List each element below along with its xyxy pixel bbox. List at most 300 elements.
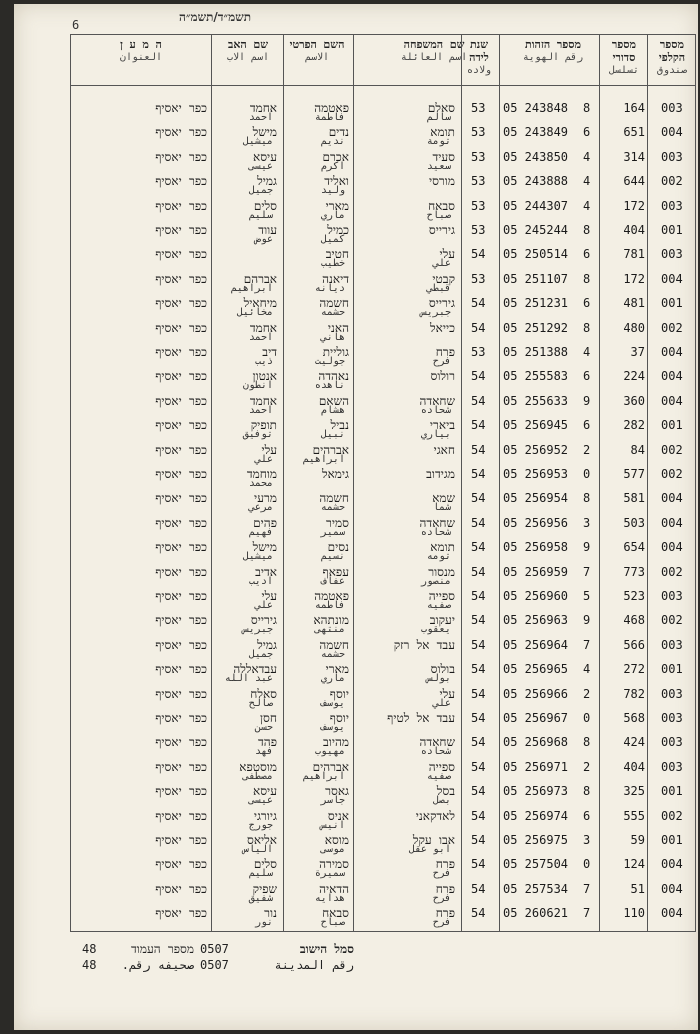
cell-check: 9	[583, 613, 591, 628]
cell-surname: שחאדה	[419, 393, 455, 408]
cell-id: 05 260621	[503, 906, 569, 921]
cell-first-ar: هشام	[320, 404, 345, 416]
cell-id: 05 256959	[503, 564, 569, 579]
cell-check: 5	[583, 589, 591, 603]
cell-address: כפר יאסיף	[155, 418, 207, 433]
table-row	[71, 756, 695, 780]
cell-box: 001	[661, 662, 683, 677]
cell-surname: סעיד	[432, 149, 455, 164]
cell-father-ar: صالح	[248, 697, 273, 709]
cell-father-ar: ابراهيم	[230, 282, 273, 294]
cell-address: כפר יאסיף	[155, 393, 207, 408]
cell-first: אניס	[327, 808, 349, 823]
cell-first-ar: فاطمة	[314, 112, 345, 123]
cell-surname-ar: علي	[432, 258, 451, 270]
cell-father: אנטון	[252, 369, 277, 384]
cell-address: כפר יאסיף	[155, 589, 207, 603]
cell-id: 05 244307	[503, 198, 569, 213]
cell-id: 05 251292	[503, 320, 569, 335]
cell-first-ar: ابراهيم	[302, 770, 345, 782]
cell-first: נדים	[328, 125, 349, 140]
cell-surname-ar: فرح	[432, 868, 451, 880]
footer-settlement-code-ar: 0507	[200, 958, 229, 972]
cell-surname-ar: صفيه	[426, 770, 451, 782]
cell-check: 0	[583, 467, 591, 481]
table-row	[71, 146, 695, 170]
table-row	[71, 829, 695, 853]
cell-address: כפר יאסיף	[155, 125, 207, 140]
cell-father: אדיב	[255, 564, 277, 579]
cell-first: סבאח	[322, 906, 349, 921]
cell-surname-ar: بولس	[426, 673, 451, 685]
voter-table	[70, 34, 696, 932]
cell-first: נביל	[330, 418, 349, 433]
cell-year: 54	[471, 881, 486, 896]
cell-surname-ar: تومه	[426, 551, 451, 563]
cell-first: סמירה	[319, 857, 349, 872]
cell-box: 003	[661, 149, 683, 164]
cell-address: כפר יאסיף	[155, 662, 207, 677]
cell-serial: 468	[623, 613, 645, 628]
cell-address: כפר יאסיף	[155, 711, 207, 725]
cell-first: דיאנה	[322, 271, 349, 286]
cell-box: 004	[661, 393, 683, 408]
cell-surname-ar: بصل	[432, 795, 451, 807]
cell-surname-ar: سعيد	[426, 160, 451, 172]
cell-year: 54	[471, 247, 486, 262]
cell-box: 004	[661, 515, 683, 530]
header-surname: שם המשפחה اسم العائلة	[400, 38, 468, 63]
cell-box: 004	[661, 125, 683, 140]
table-row	[71, 853, 695, 880]
cell-year: 54	[471, 906, 486, 921]
cell-box: 004	[661, 540, 683, 555]
cell-year: 54	[471, 686, 486, 701]
table-row	[71, 170, 695, 197]
cell-father-ar: فهيم	[248, 526, 273, 538]
cell-box: 001	[661, 418, 683, 433]
cell-surname: ביארי	[429, 418, 455, 433]
cell-first: מהיוב	[322, 735, 349, 750]
cell-address: כפר יאסיף	[155, 345, 207, 359]
cell-id: 05 256958	[503, 540, 569, 555]
cell-surname: מנסור	[428, 564, 455, 579]
cell-first: אברהים	[312, 442, 349, 457]
cell-father: עבדאללה	[233, 662, 277, 677]
cell-id: 05 256953	[503, 467, 569, 481]
cell-address: כפר יאסיף	[155, 247, 207, 262]
footer-page-total-ar-value: 48	[82, 958, 97, 972]
cell-serial: 577	[623, 467, 645, 481]
cell-check: 4	[583, 149, 591, 164]
table-row	[71, 268, 695, 292]
cell-father-ar: محمد	[248, 478, 273, 489]
cell-first-ar: ديانه	[314, 282, 345, 294]
cell-surname-ar: شحاده	[420, 526, 451, 538]
cell-id: 05 255633	[503, 393, 569, 408]
table-row	[71, 341, 695, 365]
cell-first: כמיל	[327, 223, 349, 237]
cell-box: 001	[661, 784, 683, 799]
cell-year: 54	[471, 540, 486, 555]
cell-serial: 172	[623, 271, 645, 286]
cell-address: כפר יאסיף	[155, 149, 207, 164]
cell-father: סלים	[253, 198, 277, 213]
cell-box: 003	[661, 101, 683, 115]
cell-box: 001	[661, 296, 683, 311]
cell-father-ar: احمد	[248, 112, 273, 123]
cell-father: גיורגי	[253, 808, 277, 823]
cell-check: 8	[583, 320, 591, 335]
cell-first: אכרם	[322, 149, 349, 164]
cell-check: 7	[583, 906, 591, 921]
cell-first: גוליית	[322, 345, 349, 359]
cell-id: 05 245244	[503, 223, 569, 237]
cell-father: גירייס	[250, 613, 277, 628]
cell-surname-ar: منصور	[420, 575, 451, 587]
cell-surname: מורסי	[428, 174, 455, 189]
header-father: שם האב اسم الاب	[226, 38, 270, 63]
page-number: 6	[72, 18, 80, 32]
cell-surname-ar: شحاده	[420, 404, 451, 416]
cell-box: 001	[661, 223, 683, 237]
cell-check: 9	[583, 540, 591, 555]
cell-box: 003	[661, 637, 683, 652]
cell-first-ar: هاني	[320, 331, 345, 343]
cell-year: 54	[471, 784, 486, 799]
cell-first-ar: اكرم	[320, 160, 345, 172]
cell-year: 54	[471, 418, 486, 433]
cell-surname: כייאל	[430, 320, 455, 335]
cell-first-ar: حشمه	[320, 502, 345, 514]
cell-id: 05 256964	[503, 637, 569, 652]
cell-box: 003	[661, 247, 683, 262]
cell-year: 54	[471, 491, 486, 506]
cell-serial: 124	[623, 857, 645, 872]
cell-year: 54	[471, 711, 486, 725]
cell-id: 05 256966	[503, 686, 569, 701]
cell-address: כפר יאסיף	[155, 637, 207, 652]
cell-first-ar: ماري	[320, 673, 345, 685]
cell-serial: 566	[623, 637, 645, 652]
cell-check: 6	[583, 369, 591, 384]
cell-first-ar: ماري	[320, 209, 345, 221]
cell-serial: 503	[623, 515, 645, 530]
cell-father-ar: احمد	[248, 331, 273, 343]
cell-first: יוסף	[329, 711, 349, 725]
cell-box: 004	[661, 491, 683, 506]
cell-address: כפר יאסיף	[155, 784, 207, 799]
cell-first-ar: يوسف	[320, 722, 345, 733]
cell-year: 54	[471, 320, 486, 335]
cell-serial: 568	[623, 711, 645, 725]
cell-address: כפר יאסיף	[155, 759, 207, 774]
cell-surname: חאגי	[433, 442, 455, 457]
cell-box: 004	[661, 345, 683, 359]
cell-check: 8	[583, 784, 591, 799]
cell-box: 004	[661, 271, 683, 286]
cell-father: אברהם	[243, 271, 277, 286]
cell-first: יוסף	[329, 686, 349, 701]
cell-check: 6	[583, 418, 591, 433]
cell-id: 05 257534	[503, 881, 569, 896]
cell-box: 002	[661, 174, 683, 189]
cell-surname: סבאח	[428, 198, 455, 213]
cell-first: פאטמה	[314, 589, 349, 603]
table-row	[71, 536, 695, 563]
cell-year: 54	[471, 662, 486, 677]
cell-serial: 644	[623, 174, 645, 189]
cell-surname: פרח	[435, 345, 455, 359]
cell-serial: 282	[623, 418, 645, 433]
cell-id: 05 256973	[503, 784, 569, 799]
cell-father-ar: جبريس	[242, 624, 273, 636]
cell-serial: 523	[623, 589, 645, 603]
table-row	[71, 902, 695, 929]
cell-check: 3	[583, 833, 591, 847]
cell-serial: 360	[623, 393, 645, 408]
cell-year: 53	[471, 174, 486, 189]
cell-father: גמיל	[257, 637, 277, 652]
cell-surname-ar: شحاده	[420, 746, 451, 758]
cell-surname-ar: قبطي	[426, 282, 451, 294]
cell-first-ar: نديم	[320, 136, 345, 148]
cell-surname: סאלם	[427, 101, 455, 115]
cell-father-ar: ميشيل	[242, 136, 273, 148]
cell-surname-ar: فرح	[432, 917, 451, 929]
cell-check: 7	[583, 564, 591, 579]
cell-father-ar: علي	[254, 453, 273, 465]
cell-first: אברהים	[312, 759, 349, 774]
cell-id: 05 251107	[503, 271, 569, 286]
cell-serial: 555	[623, 808, 645, 823]
cell-serial: 164	[623, 101, 645, 115]
cell-year: 54	[471, 393, 486, 408]
cell-check: 8	[583, 271, 591, 286]
cell-address: כפר יאסיף	[155, 808, 207, 823]
cell-surname: פרח	[435, 857, 455, 872]
cell-address: כפר יאסיף	[155, 296, 207, 311]
cell-year: 53	[471, 125, 486, 140]
cell-year: 54	[471, 515, 486, 530]
cell-father: חסן	[260, 711, 277, 725]
cell-address: כפר יאסיף	[155, 491, 207, 506]
table-row	[71, 219, 695, 243]
table-row	[71, 463, 695, 487]
cell-first-ar: وليد	[320, 185, 345, 197]
table-row	[71, 561, 695, 585]
header-id-number: מספר הזהות رقم الهوية	[522, 38, 584, 63]
cell-box: 002	[661, 442, 683, 457]
cell-id: 05 257504	[503, 857, 569, 872]
table-row	[71, 634, 695, 658]
header-address: ה מ ע ן العنوان	[119, 38, 163, 63]
cell-year: 54	[471, 637, 486, 652]
cell-serial: 424	[623, 735, 645, 750]
cell-id: 05 255583	[503, 369, 569, 384]
cell-check: 0	[583, 711, 591, 725]
cell-father: פהים	[253, 515, 277, 530]
table-row	[71, 439, 695, 463]
cell-serial: 773	[623, 564, 645, 579]
cell-surname: אבו עקל	[412, 833, 455, 847]
cell-id: 05 256965	[503, 662, 569, 677]
footer-settlement-code: 0507	[200, 942, 229, 956]
cell-box: 001	[661, 833, 683, 847]
cell-id: 05 256945	[503, 418, 569, 433]
cell-father-ar: مخائيل	[236, 307, 273, 319]
cell-father-ar: علي	[254, 600, 273, 611]
cell-year: 54	[471, 833, 486, 847]
table-row	[71, 414, 695, 441]
cell-surname-ar: صفيه	[426, 600, 451, 611]
cell-address: כפר יאסיף	[155, 686, 207, 701]
cell-box: 002	[661, 320, 683, 335]
cell-surname-ar: يعقوب	[420, 624, 451, 636]
cell-first: השאם	[318, 393, 349, 408]
cell-address: כפר יאסיף	[155, 564, 207, 579]
cell-father-ar: عبد الله	[224, 673, 273, 685]
cell-id: 05 243849	[503, 125, 569, 140]
cell-first-ar: سمير	[320, 526, 345, 538]
footer-page-total: 48	[82, 942, 97, 956]
table-row	[71, 243, 695, 270]
cell-check: 4	[583, 174, 591, 189]
cell-surname: גירייס	[428, 223, 455, 237]
table-row	[71, 317, 695, 341]
cell-first-ar: جاسر	[320, 795, 345, 807]
cell-father: עיסא	[253, 149, 277, 164]
header-first-name: השם הפרטי الاسم	[289, 38, 345, 63]
cell-surname-ar: فرح	[432, 892, 451, 904]
cell-check: 6	[583, 808, 591, 823]
cell-address: כפר יאסיף	[155, 369, 207, 384]
table-row	[71, 805, 695, 829]
cell-box: 003	[661, 735, 683, 750]
document-page	[14, 4, 698, 1030]
cell-surname-ar: تومة	[426, 136, 451, 148]
cell-serial: 404	[623, 759, 645, 774]
cell-surname-ar: بياري	[420, 429, 451, 441]
cell-father: מוחמד	[246, 467, 277, 481]
cell-surname: מגידוב	[426, 467, 455, 481]
table-row	[71, 121, 695, 148]
cell-check: 2	[583, 759, 591, 774]
cell-first-ar: ابراهيم	[302, 453, 345, 465]
cell-first: מארי	[325, 662, 349, 677]
cell-id: 05 243888	[503, 174, 569, 189]
cell-father: גמיל	[257, 174, 277, 189]
footer-settlement-ar: رقم المدينة	[274, 958, 354, 972]
cell-check: 4	[583, 662, 591, 677]
cell-year: 54	[471, 613, 486, 628]
cell-box: 004	[661, 881, 683, 896]
cell-father: שפיק	[252, 881, 277, 896]
cell-surname-ar: ابو عقل	[408, 844, 451, 855]
cell-father-ar: سليم	[248, 209, 273, 221]
cell-surname: רולוס	[430, 369, 455, 384]
cell-id: 05 243848	[503, 101, 569, 115]
cell-surname: שחאדה	[419, 515, 455, 530]
cell-first-ar: يوسف	[320, 697, 345, 709]
cell-year: 53	[471, 271, 486, 286]
cell-id: 05 243850	[503, 149, 569, 164]
cell-father-ar: جميل	[248, 185, 273, 197]
cell-box: 003	[661, 198, 683, 213]
cell-check: 8	[583, 223, 591, 237]
cell-father-ar: عيسى	[248, 160, 273, 172]
cell-year: 54	[471, 564, 486, 579]
cell-father-ar: توفيق	[242, 429, 273, 441]
cell-serial: 781	[623, 247, 645, 262]
table-row	[71, 512, 695, 536]
cell-box: 002	[661, 808, 683, 823]
cell-father: מישל	[252, 540, 277, 555]
cell-address: כפר יאסיף	[155, 174, 207, 189]
cell-first-ar: فاطمه	[314, 600, 345, 611]
footer-page-total-he: מספר העמוד	[131, 942, 194, 956]
cell-address: כפר יאסיף	[155, 271, 207, 286]
cell-surname: ספייה	[428, 589, 455, 603]
table-row	[71, 683, 695, 707]
cell-father: סלים	[253, 857, 277, 872]
cell-surname-ar: جبريس	[420, 307, 451, 319]
cell-father-ar: شفيق	[248, 892, 273, 904]
table-row	[71, 658, 695, 685]
cell-first-ar: نبيل	[320, 429, 345, 441]
cell-box: 002	[661, 564, 683, 579]
cell-address: כפר יאסיף	[155, 515, 207, 530]
cell-serial: 654	[623, 540, 645, 555]
cell-id: 05 256975	[503, 833, 569, 847]
cell-father-ar: جورج	[248, 819, 273, 831]
cell-first: סמיר	[326, 515, 349, 530]
cell-year: 54	[471, 735, 486, 750]
header-birth-year: שנת לידה ولاده	[466, 38, 492, 76]
cell-father: מיחאיל	[243, 296, 277, 311]
cell-address: כפר יאסיף	[155, 223, 207, 237]
table-row	[71, 731, 695, 758]
cell-father-ar: الياس	[242, 844, 273, 855]
header-serial: מספר סדורי تسلسل	[608, 38, 640, 76]
cell-id: 05 256967	[503, 711, 569, 725]
cell-box: 003	[661, 686, 683, 701]
cell-check: 7	[583, 637, 591, 652]
table-row	[71, 292, 695, 319]
cell-check: 4	[583, 345, 591, 359]
cell-year: 53	[471, 101, 486, 115]
cell-father: תופיק	[250, 418, 277, 433]
cell-surname: בסל	[436, 784, 455, 799]
cell-surname: שחאדה	[419, 735, 455, 750]
cell-check: 2	[583, 686, 591, 701]
table-row	[71, 487, 695, 514]
cell-serial: 782	[623, 686, 645, 701]
cell-serial: 84	[630, 442, 645, 457]
cell-first-ar: هدايه	[314, 892, 345, 904]
cell-address: כפר יאסיף	[155, 540, 207, 555]
cell-first: הדאיה	[319, 881, 349, 896]
cell-surname: ספייה	[428, 759, 455, 774]
cell-id: 05 251231	[503, 296, 569, 311]
cell-serial: 314	[623, 149, 645, 164]
cell-father-ar: جميل	[248, 648, 273, 660]
cell-first-ar: صباح	[320, 917, 345, 929]
cell-father: סאלח	[250, 686, 277, 701]
cell-father: אחמד	[249, 320, 277, 335]
cell-serial: 110	[623, 906, 645, 921]
cell-address: כפר יאסיף	[155, 442, 207, 457]
